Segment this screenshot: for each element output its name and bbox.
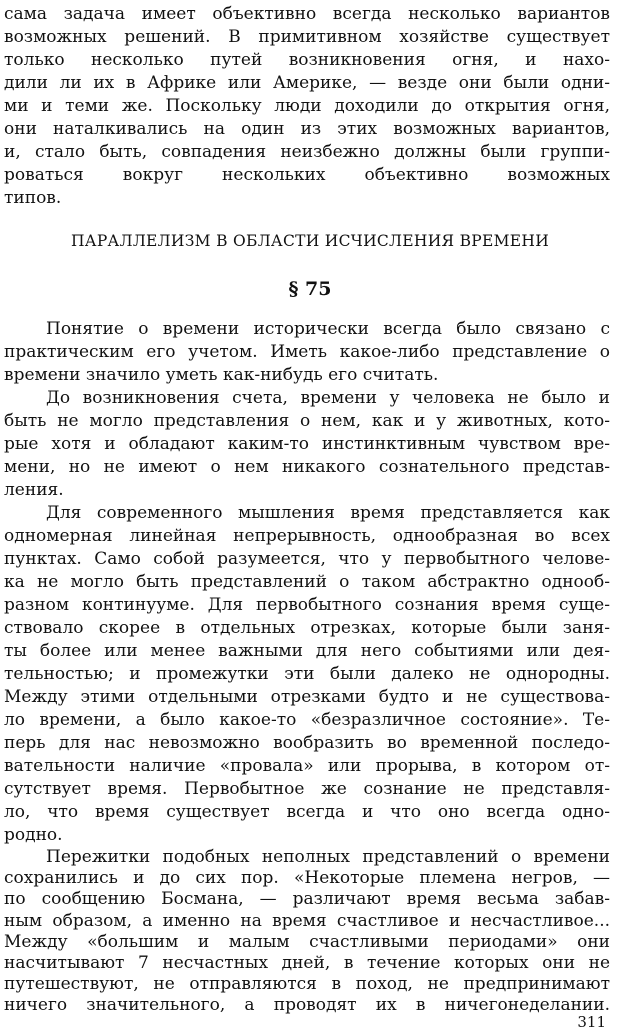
text-line: роваться вокруг нескольких объективно возможных <box>4 165 610 185</box>
text-line: разном континууме. Для первобытного сознания время суще- <box>4 595 610 615</box>
text-line: типов. <box>4 188 62 208</box>
text-line: мени, но не имеют о нем никакого сознательного представ- <box>4 457 610 477</box>
text-line: ми и теми же. Поскольку люди доходили до открытия огня, <box>4 96 610 116</box>
page-number: 311 <box>577 1013 606 1031</box>
text-line: сохранились и до сих пор. «Некоторые племена негров, — <box>4 868 610 889</box>
text-line: путешествуют, не отправляются в поход, не предпринимают <box>4 974 610 995</box>
text-line: родно. <box>4 825 63 845</box>
text-line: Между «большим и малым счастливыми периодами» они <box>4 931 610 952</box>
text-line: ло, что время существует всегда и что оно всегда одно- <box>4 802 610 822</box>
text-line: ления. <box>4 480 64 500</box>
text-line: ничего значительного, а проводят их в ничегонеделании. <box>4 995 610 1016</box>
text-line: Между этими отдельными отрезками будто и не существова- <box>4 687 610 707</box>
text-line: Пережитки подобных неполных представлений о времени <box>46 847 610 867</box>
text-line: ло времени, а было какое-то «безразличное состояние». Те- <box>4 710 610 730</box>
text-line: тельностью; и промежутки эти были далеко не однородны. <box>4 664 610 684</box>
text-line: сутствует время. Первобытное же сознание не представля- <box>4 779 610 799</box>
text-line: по сообщению Босмана, — различают время весьма забав- <box>4 889 610 910</box>
chapter-heading: ПАРАЛЛЕЛИЗМ В ОБЛАСТИ ИСЧИСЛЕНИЯ ВРЕМЕНИ <box>70 232 550 250</box>
text-line: Понятие о времени исторически всегда было связано с <box>46 319 610 339</box>
text-line: вательности наличие «провала» или прорыва, в котором от- <box>4 756 610 776</box>
text-line: времени значило уметь как-нибудь его считать. <box>4 365 439 385</box>
text-line: ка не могло быть представлений о таком абстрактно однооб- <box>4 572 610 592</box>
text-line: только несколько путей возникновения огня, и нахо- <box>4 50 610 70</box>
text-line: одномерная линейная непрерывность, однообразная во всех <box>4 526 610 546</box>
text-line: рые хотя и обладают каким-то инстинктивным чувством вре- <box>4 434 610 454</box>
text-line: До возникновения счета, времени у человека не было и <box>46 388 610 408</box>
text-line: Для современного мышления время представляется как <box>46 503 610 523</box>
text-line: сама задача имеет объективно всегда несколько вариантов <box>4 4 610 24</box>
text-line: они наталкивались на один из этих возможных вариантов, <box>4 119 610 139</box>
text-line: перь для нас невозможно вообразить во временной последо- <box>4 733 610 753</box>
text-line: возможных решений. В примитивном хозяйстве существует <box>4 27 610 47</box>
text-line: ствовало скорее в отдельных отрезках, которые были заня- <box>4 618 610 638</box>
text-line: насчитывают 7 несчастных дней, в течение которых они не <box>4 953 610 973</box>
text-line: дили ли их в Африке или Америке, — везде они были одни- <box>4 73 610 93</box>
text-line: ным образом, а именно на время счастливое и несчастливое... <box>4 910 610 931</box>
text-line: практическим его учетом. Иметь какое-либо представление о <box>4 342 610 362</box>
text-line: быть не могло представления о нем, как и у животных, кото- <box>4 411 610 431</box>
text-line: пунктах. Само собой разумеется, что у первобытного челове- <box>4 549 610 569</box>
text-line: ты более или менее важными для него событиями или дея- <box>4 641 610 661</box>
section-number: § 75 <box>288 278 332 300</box>
text-line: и, стало быть, совпадения неизбежно должны были группи- <box>4 142 610 162</box>
